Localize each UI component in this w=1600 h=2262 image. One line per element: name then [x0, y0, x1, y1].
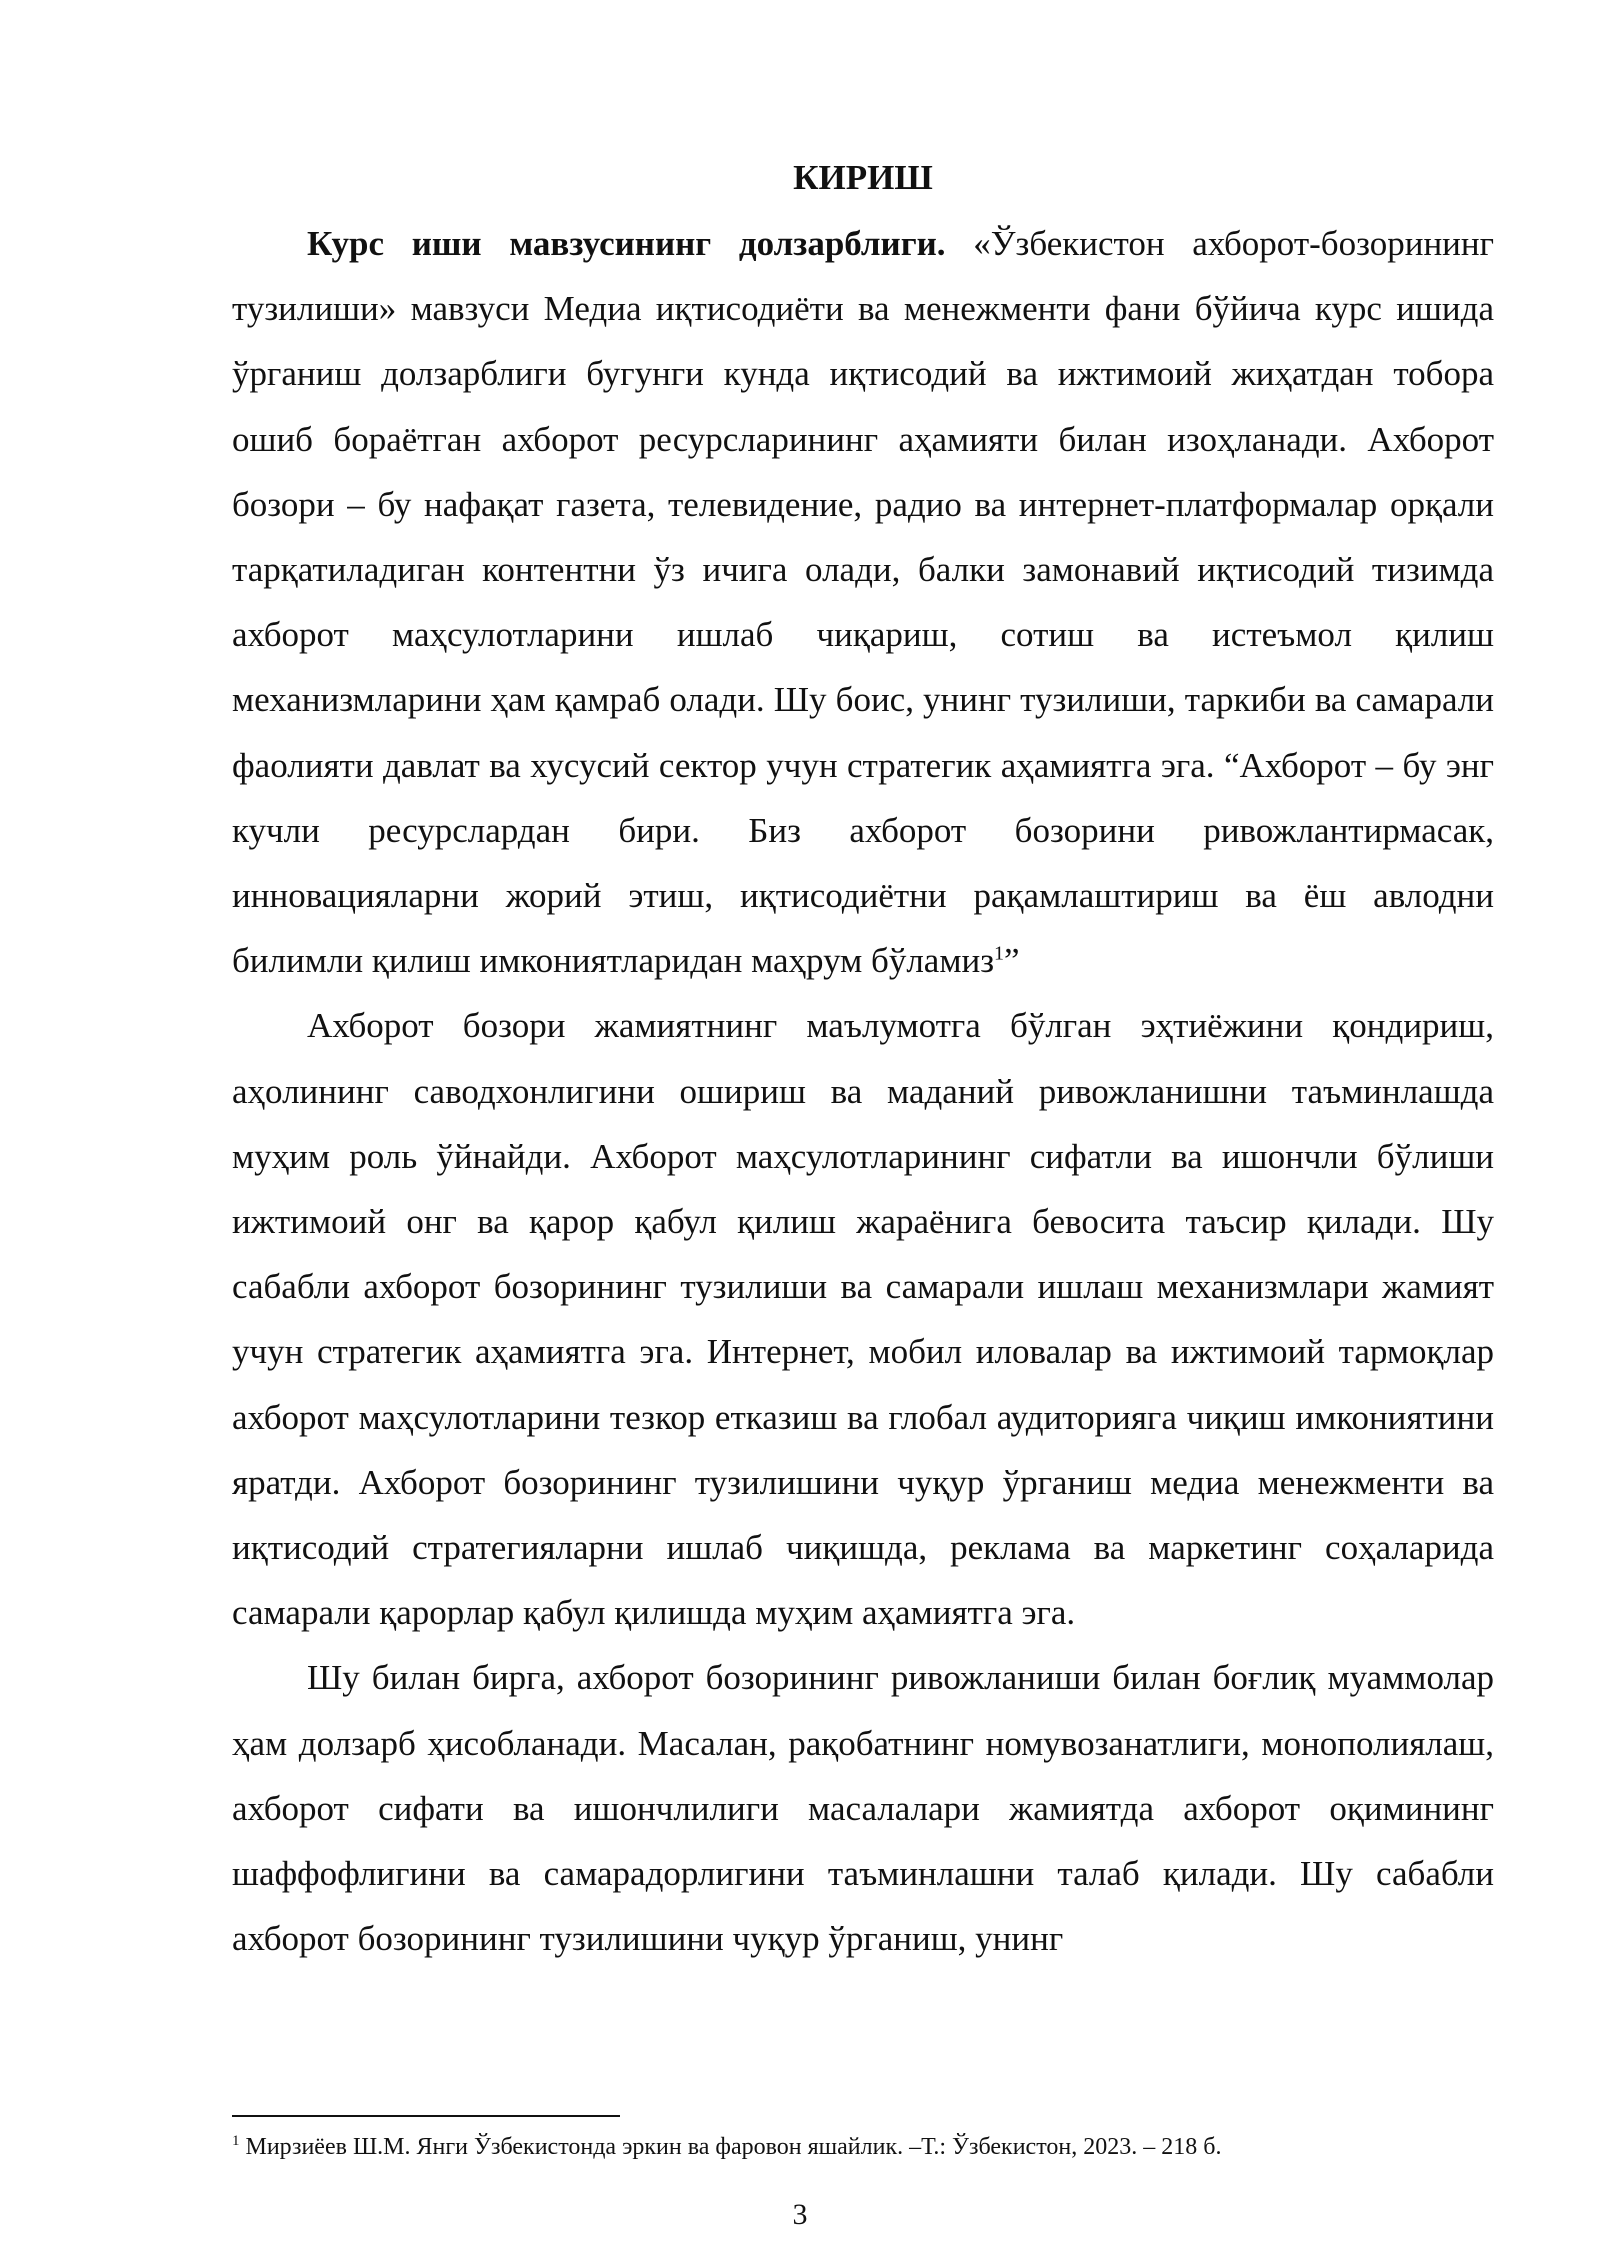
footnote-reference[interactable]: 1	[994, 942, 1005, 965]
paragraph-text: «Ўзбекистон ахборот-бозорининг тузилиши» мавзуси Медиа иқтисодиёти ва менежменти фани бўйича курс ишида ўрганиш долзарблиги бугунги кунда иқтисодий ва ижтимоий жиҳатдан тобора ошиб бораётган ахборот ресурсларининг аҳамияти билан изоҳланади. Ахборот бозори – бу нафақат газета, телевидение, радио ва интернет-платформалар орқали тарқатиладиган контентни ўз ичига олади, балки замонавий иқтисодий тизимда ахборот маҳсулотларини ишлаб чиқариш, сотиш ва истеъмол қилиш механизмларини ҳам қамраб олади. Шу боис, унинг тузилиши, таркиби ва самарали фаолияти давлат ва хусусий сектор учун стратегик аҳамиятга эга. “Ахборот – бу энг кучли ресурслардан бири. Биз ахборот бозорини ривожлантирмасак, инновацияларни жорий этиш, иқтисодиётни рақамлаштириш ва ёш авлодни билимли қилиш имкониятларидан маҳрум бўламиз	[232, 224, 1495, 981]
footnote-number: 1	[232, 2133, 240, 2149]
paragraph-relevance	[232, 211, 1494, 993]
section-heading: КИРИШ	[793, 158, 933, 197]
paragraph-lead: Курс иши мавзусининг долзарблиги.	[307, 224, 946, 263]
paragraph-problems: Шу билан бирга, ахборот бозорининг ривожланиши билан боғлиқ муаммолар ҳам долзарб ҳисобланади. Масалан, рақобатнинг номувозанатлиги, монополиялаш, ахборот сифати ва ишончлилиги масалалари жамиятда ахборот оқимининг шаффофлигини ва самарадорлигини таъминлашни талаб қилади. Шу сабабли ахборот бозорининг тузилишини чуқур ўрганиш, унинг	[232, 1658, 1494, 1959]
main-text	[232, 145, 1494, 1971]
footnote-text: Мирзиёев Ш.М. Янги Ўзбекистонда эркин ва фаровон яшайлик. –Т.: Ўзбекистон, 2023. – 218 б.	[239, 2134, 1222, 2160]
footnote	[232, 2131, 1494, 2163]
footnote-separator	[232, 2115, 620, 2117]
closing-quote: ”	[1004, 941, 1020, 981]
page-number: 3	[792, 2198, 808, 2231]
paragraph-info-market: Ахборот бозори жамиятнинг маълумотга бўлган эҳтиёжини қондириш, аҳолининг саводхонлигини ошириш ва маданий ривожланишни таъминлашда муҳим роль ўйнайди. Ахборот маҳсулотларининг сифатли ва ишончли бўлиши ижтимоий онг ва қарор қабул қилиш жараёнига бевосита таъсир қилади. Шу сабабли ахборот бозорининг тузилиши ва самарали ишлаш механизмлари жамият учун стратегик аҳамиятга эга. Интернет, мобил иловалар ва ижтимоий тармоқлар ахборот маҳсулотларини тезкор етказиш ва глобал аудиторияга чиқиш имкониятини яратди. Ахборот бозорининг тузилишини чуқур ўрганиш медиа менежменти ва иқтисодий стратегияларни ишлаб чиқишда, реклама ва маркетинг соҳаларида самарали қарорлар қабул қилишда муҳим аҳамиятга эга.	[232, 1006, 1494, 1633]
